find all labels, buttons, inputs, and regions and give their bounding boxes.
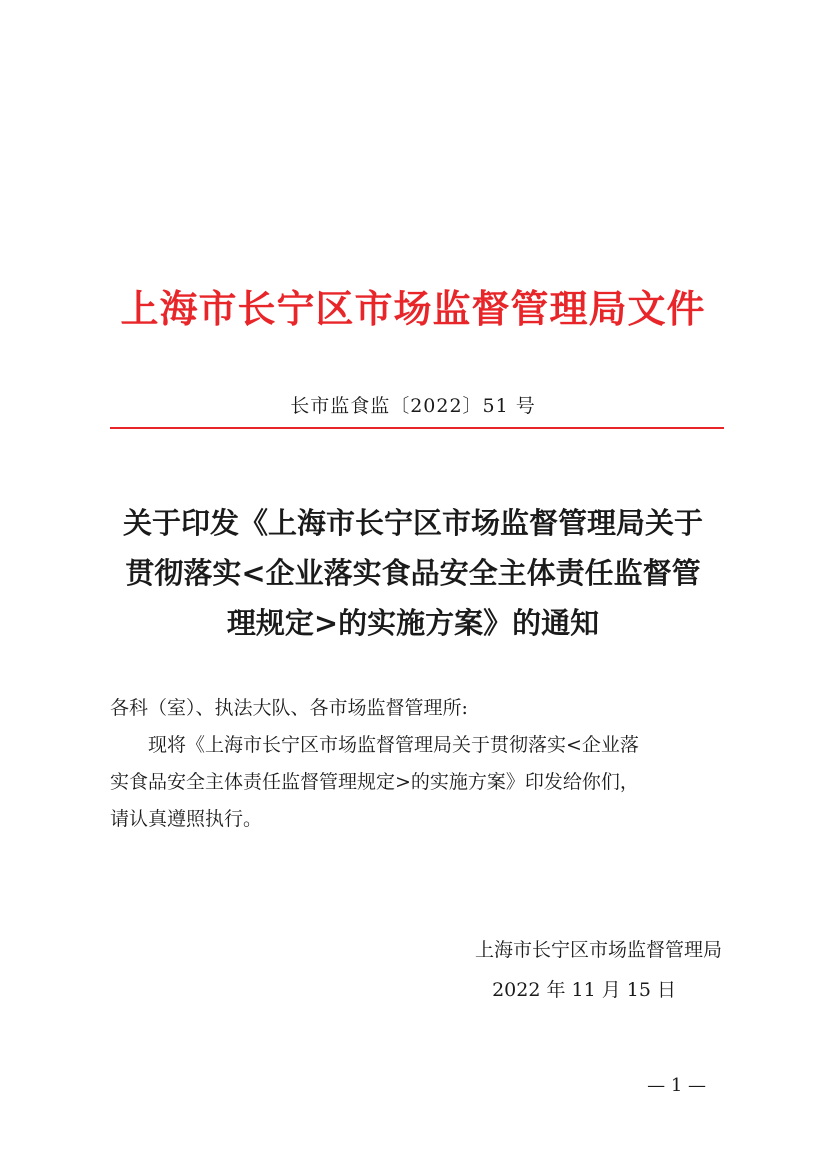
document-title-line: 理规定>的实施方案》的通知 bbox=[226, 606, 600, 640]
issuer-header-title: 上海市长宁区市场监督管理局文件 bbox=[120, 286, 706, 331]
page-number: — 1 — bbox=[647, 1075, 706, 1096]
body-paragraph-line: 现将《上海市长宁区市场监督管理局关于贯彻落实<企业落 bbox=[148, 734, 639, 756]
signature-date: 2022 年 11 月 15 日 bbox=[492, 979, 676, 1001]
body-paragraph-line: 请认真遵照执行。 bbox=[110, 808, 263, 830]
document-title bbox=[100, 498, 726, 648]
body-paragraph-line: 实食品安全主体责任监督管理规定>的实施方案》印发给你们， bbox=[110, 771, 639, 793]
document-number: 长市监食监〔2022〕51 号 bbox=[290, 395, 536, 417]
red-separator-line bbox=[110, 427, 724, 429]
salutation: 各科（室）、执法大队、各市场监督管理所: bbox=[110, 697, 468, 719]
signature-organization: 上海市长宁区市场监督管理局 bbox=[474, 939, 722, 961]
document-title-line: 关于印发《上海市长宁区市场监督管理局关于 bbox=[122, 506, 703, 540]
signature-block bbox=[475, 930, 722, 1010]
document-body bbox=[110, 690, 730, 838]
document-title-line: 贯彻落实<企业落实食品安全主体责任监督管 bbox=[125, 556, 701, 590]
